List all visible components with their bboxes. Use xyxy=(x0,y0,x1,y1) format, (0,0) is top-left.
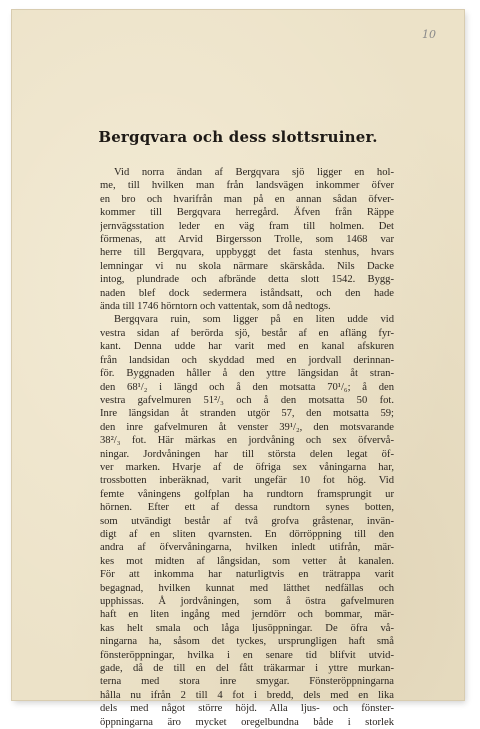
text-line: hålla nu ifrån 2 till 4 fot i bredd, dels med en lika xyxy=(100,689,394,701)
text-line: vestra gafvelmuren 51²/₃ och å den motsatta 50 fot. xyxy=(100,394,394,406)
text-line: För att inkomma har naturligtvis en trätrappa varit xyxy=(100,569,394,581)
text-line: den 68¹/₂ i längd och å den motsatta 70¹/₆; å den xyxy=(100,381,394,393)
text-line: femte våningens golfplan ha rundtorn framsprungit ur xyxy=(100,488,394,500)
text-line: haft en liten ingång med jerndörr och bommar, mär- xyxy=(100,609,394,621)
page-number: 10 xyxy=(422,28,436,41)
text-line: Bergqvara ruin, som ligger på en liten udde vid xyxy=(114,314,394,326)
text-line: ningarna ha, såsom det tyckes, ursprungligen haft små xyxy=(100,636,394,648)
text-line: upphissas. Å jordvåningen, som å östra gafvelmuren xyxy=(100,596,394,607)
text-line: ningar. Jordvåningen har till största delen legat öf- xyxy=(100,448,394,460)
text-line: dels med något större höjd. Alla ljus- och fönster- xyxy=(100,703,394,715)
text-line: öppningarna äro mycket oregelbundna både i storlek xyxy=(100,716,394,728)
document-page xyxy=(12,10,464,728)
text-line: kes mot midten af långsidan, som vetter åt kanalen. xyxy=(100,555,394,567)
text-line: ända till 1746 hörntorn och vattentak, som då nedtogs. xyxy=(100,301,331,313)
text-line: herre till Bergqvara, uppbyggt det fasta stenhus, hvars xyxy=(100,247,394,259)
text-line: som utvändigt består af två grofva gråstenar, invän- xyxy=(100,515,394,527)
text-line: kant. Denna udde har varit med en kanal afskuren xyxy=(100,341,394,353)
text-line: terna med stora inre smygar. Fönsteröppningarna xyxy=(100,676,394,688)
text-line: me, till hvilken man från landsvägen inkommer öfver xyxy=(100,180,394,192)
text-line: andra af öfvervåningarna, hvilken inledt utifrån, mär- xyxy=(100,542,394,554)
text-line: från landsidan och skyddad med en jordvall derinnan- xyxy=(100,354,394,366)
text-line: kommer till Bergqvara herregård. Äfven från Räppe xyxy=(100,207,394,219)
text-line: Vid norra ändan af Bergqvara sjö ligger en hol- xyxy=(114,167,394,178)
text-line: ver marken. Hvarje af de öfriga sex våningarna har, xyxy=(100,461,394,473)
text-line: gade, då de till en del fått träkarmar i yttre murkan- xyxy=(100,663,394,675)
text-line: kas helt smala och låga ljusöppningar. De öfra vå- xyxy=(100,622,394,634)
text-line: för. Byggnaden håller å den yttre längsidan åt stran- xyxy=(100,368,394,380)
text-line: hörnen. Efter ett af dessa rundtorn synes botten, xyxy=(100,502,394,514)
text-line: intog, plundrade och afbrände detta slott 1542. Bygg- xyxy=(100,274,394,286)
text-line: lemningar vi nu skola närmare skärskåda. Nils Dacke xyxy=(100,260,394,272)
text-line: digt af en sliten qvarnsten. En dörröppning till den xyxy=(100,528,394,540)
text-line: 38²/₃ fot. Här märkas en jordvåning och sex öfvervå- xyxy=(100,435,394,447)
text-line: jernvägsstation leder en väg fram till holmen. Det xyxy=(100,220,394,232)
body-text xyxy=(100,166,394,729)
document-title: Bergqvara och dess slottsruiner. xyxy=(98,128,378,146)
text-line: Inre längsidan åt stranden utgör 57, den motsatta 59; xyxy=(100,408,394,420)
text-line: fönsteröppningar, hvilka i en senare tid blifvit utvid- xyxy=(100,649,394,661)
text-line: den inre gafvelmuren åt venster 39¹/₂, den motsvarande xyxy=(100,421,394,433)
text-line: trossbotten inberäknad, varit ungefär 10 fot hög. Vid xyxy=(100,475,394,487)
text-line: en bro och hvarifrån man på en annan sådan öfver- xyxy=(100,193,394,205)
text-line: naden blef dock sedermera iståndsatt, och den hade xyxy=(100,287,394,299)
text-line: vestra sidan af berörda sjö, består af en afläng fyr- xyxy=(100,327,394,339)
text-line: begagnad, hvilken kunnat med lätthet nedfällas och xyxy=(100,582,394,594)
text-line: förmenas, att Arvid Birgersson Trolle, som 1468 var xyxy=(100,234,394,246)
